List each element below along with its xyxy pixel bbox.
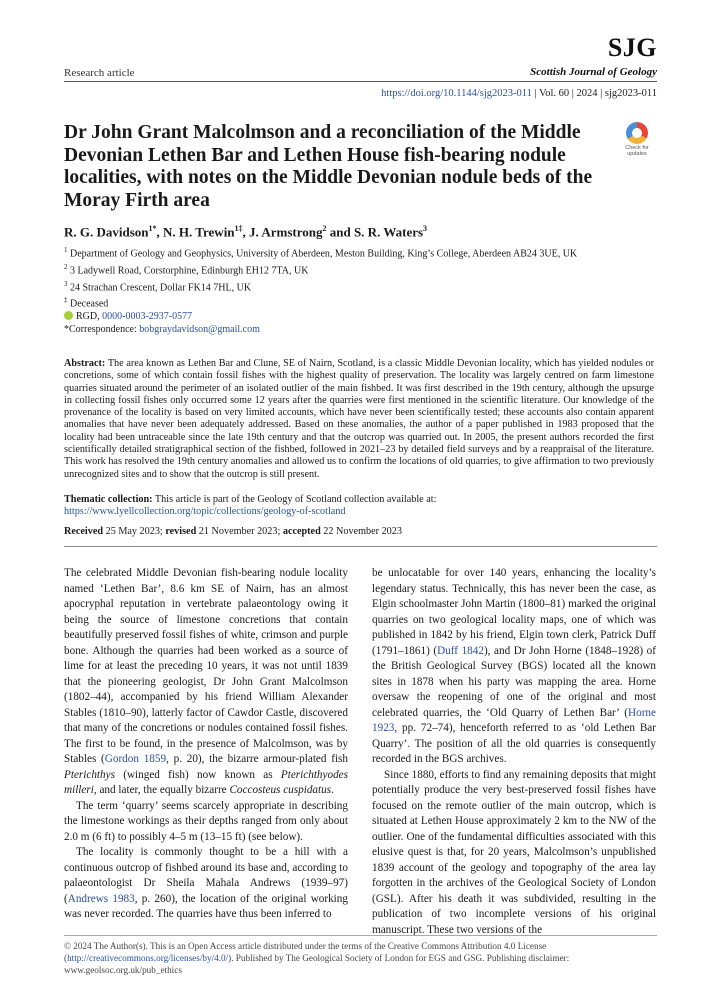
doi-link[interactable]: https://doi.org/10.1144/sjg2023-011: [381, 88, 532, 99]
abstract-text: The area known as Lethen Bar and Clune, SE of Nairn, Scotland, is a classic Middle Devonian locality, which has yielded nodules or concretions, some of which contain fossil fishes with the highest quality of preservation. The locality was largely centred on farm limestone quarries situated around the perimeter of an isolated outlier of the main fishbed. It was first described in the 19th century, although the upsurge in collecting fossil fishes only occurred some 12 years after the quarries were first mentioned in the scientific literature. Our knowledge of the provenance of the locality is based on very limited accounts, which have never been scientifically tested; these accounts also contain apparent anomalies that have never been adequately addressed. Based on these anomalies, the author of a paper published in 1983 proposed that the locality had been untraceable since the late 19th century and that the outcrop was quarried out. In 2005, the present authors recorded the first scientifically detailed stratigraphical section of the fishbed, followed in 2021–23 by detailed field surveys and by a reappraisal of the literature. This work has resolved the 19th century anomalies and allowed us to confirm the locations of old quarries, to give affirmation to two previously unrecognized sites and to show that the outcrop is still present.: [64, 358, 654, 480]
citation-link[interactable]: Gordon 1859: [104, 753, 167, 765]
journal-logo: SJG: [607, 33, 657, 62]
orcid-icon: [64, 311, 73, 320]
paragraph: Since 1880, efforts to find any remaining deposits that might potentially produce the very best-preserved fossil fishes have focused on the remote outlier of the main outcrop, which is situated at Lethen House approximately 2 km to the NW of the outlier. One of the fundamental difficulties associated with this elusive quest is that, for 20 years, Malcolmson’s unpublished 1839 account of the geology and topography of the area lay forgotten in the archives of the Geological Society of London (GSL). After his death it was subdivided, resulting in the publication of two incomplete versions of his original manuscript. These two versions of the: [372, 768, 656, 936]
citation: | Vol. 60 | 2024 | sjg2023-011: [531, 88, 657, 99]
affiliation-3: $^3$ 24 Strachan Crescent, Dollar FK14 7HL, UK: [64, 279, 252, 293]
doi-line: [381, 88, 657, 99]
email-link[interactable]: bobgraydavidson@gmail.com: [139, 323, 260, 335]
thematic-collection: Thematic collection: This article is part of the Geology of Scotland collection available at: https://www.lyellcollection.org/topic/collections/geology-of-scotland: [64, 494, 437, 518]
citation-link[interactable]: Andrews 1983: [67, 892, 135, 905]
thematic-label: Thematic collection:: [64, 494, 153, 505]
orcid-row: RGD, 0000-0003-2937-0577: [64, 311, 654, 324]
abstract: [64, 358, 654, 481]
license-link[interactable]: http://creativecommons.org/licenses/by/4.0/: [67, 953, 229, 963]
affiliation-1: $^1$ Department of Geology and Geophysics, University of Aberdeen, Meston Building, King’s College, Aberdeen AB24 3UE, UK: [64, 246, 578, 260]
article-title: Dr John Grant Malcolmson and a reconciliation of the Middle Devonian Lethen Bar and Lethen House fish-bearing nodule localities, with notes on the Middle Devonian nodule beds of the Moray Firth area: [64, 122, 593, 211]
footer-rule: [64, 935, 657, 936]
paragraph: The locality is commonly thought to be a hill with a continuous outcrop of fishbed around its base and, according to palaeontologist Dr Sheila Mahala Andrews (1939–97) (Andrews 1983, p. 260), the location of the original working was never recorded. The quarries have thus been inferred to: [64, 846, 348, 920]
affiliation-2: $^2$ 3 Ladywell Road, Corstorphine, Edinburgh EH12 7TA, UK: [64, 262, 309, 277]
author-name: and S. R. Waters: [326, 224, 424, 240]
body-column-left: [64, 566, 348, 923]
journal-name: Scottish Journal of Geology: [530, 66, 657, 78]
author-name: , J. Armstrong: [242, 224, 323, 240]
citation-link[interactable]: Duff 1842: [437, 644, 484, 657]
affiliations: [64, 244, 654, 336]
article-dates: Received 25 May 2023; revised 21 November 2023; accepted 22 November 2023: [64, 526, 402, 537]
citation-link[interactable]: Horne 1923: [372, 706, 656, 734]
license-footer: © 2024 The Author(s). This is an Open Access article distributed under the terms of the Creative Commons Attribution 4.0 License (http://creativecommons.org/licenses/by/4.0/). Published by The Geological Society of London for EGS and GSG. Publishing disclaimer: www.geolsoc.org.uk/pub_ethics: [64, 941, 570, 975]
author-name: R. G. Davidson: [64, 224, 149, 240]
author-affil-mark: 1‡: [234, 224, 243, 233]
author-list: [64, 224, 427, 240]
paragraph: The celebrated Middle Devonian fish-bearing nodule locality named ‘Lethen Bar’, 8.6 km SE of Nairn, has an almost apocryphal reputation in vertebrate palaeontology owing it being the source of limestone concretions that contain beautifully preserved fossil fishes of white, crimson and purple bone. Although the quarries had been worked as a source of lime for at least the preceding 10 years, it was not until 1839 that the pioneering geologist, Dr John Grant Malcolmson (1802–44), accompanied by his friend William Alexander Stables (1810–90), latterly factor of Cawdor Castle, discovered that many of the concretions or nodules contained fossil fishes. The first to be found, in the presence of Malcolmson, was by Stables (Gordon 1859, p. 20), the bizarre armour-plated fish Pterichthys (winged fish) now known as Pterichthyodes milleri, and later, the equally bizarre Coccosteus cuspidatus.: [64, 567, 348, 796]
author-affil-mark: 3: [423, 224, 428, 233]
check-updates-label: Check for updates: [625, 145, 649, 157]
check-for-updates-button[interactable]: [621, 122, 653, 160]
author-affil-mark: 1*: [148, 224, 157, 233]
collection-link[interactable]: https://www.lyellcollection.org/topic/collections/geology-of-scotland: [64, 506, 346, 518]
correspondence-row: *Correspondence: bobgraydavidson@gmail.com: [64, 323, 260, 335]
abstract-label: Abstract:: [64, 358, 106, 369]
paragraph: be unlocatable for over 140 years, enhancing the locality’s legendary status. Technically, this has never been the case, as Elgin schoolmaster John Martin (1800–81) marked the original quarries on two geological locality maps, one of which was published in 1842 by his friend, Elgin town clerk, Patrick Duff (1791–1861) (Duff 1842), and Dr John Horne (1848–1928) of the British Geological Survey (BGS) located all the known sites in 1878 when his party was mapping the area. Horne oversaw the reopening of one of the original and most celebrated quarries, the ‘Old Quarry of Lethen Bar’ (Horne 1923, pp. 72–74), henceforth referred to as ‘old Lethen Bar Quarry’. The position of all the old quarries is consequently recorded in the BGS archives.: [372, 567, 657, 765]
header-rule: [64, 81, 657, 82]
section-rule: [64, 546, 657, 547]
article-type: Research article: [64, 67, 135, 79]
paragraph: The term ‘quarry’ seems scarcely appropriate in describing the limestone workings as their depths ranged from only about 2.0 m (6 ft) to possibly 4–5 m (13–15 ft) (see below).: [64, 799, 348, 843]
orcid-link[interactable]: 0000-0003-2937-0577: [102, 311, 193, 323]
author-name: , N. H. Trewin: [156, 224, 235, 240]
body-column-right: [372, 566, 656, 938]
deceased-note: ‡ Deceased: [64, 296, 109, 310]
check-updates-icon: [626, 122, 648, 144]
author-affil-mark: 2: [322, 224, 327, 233]
